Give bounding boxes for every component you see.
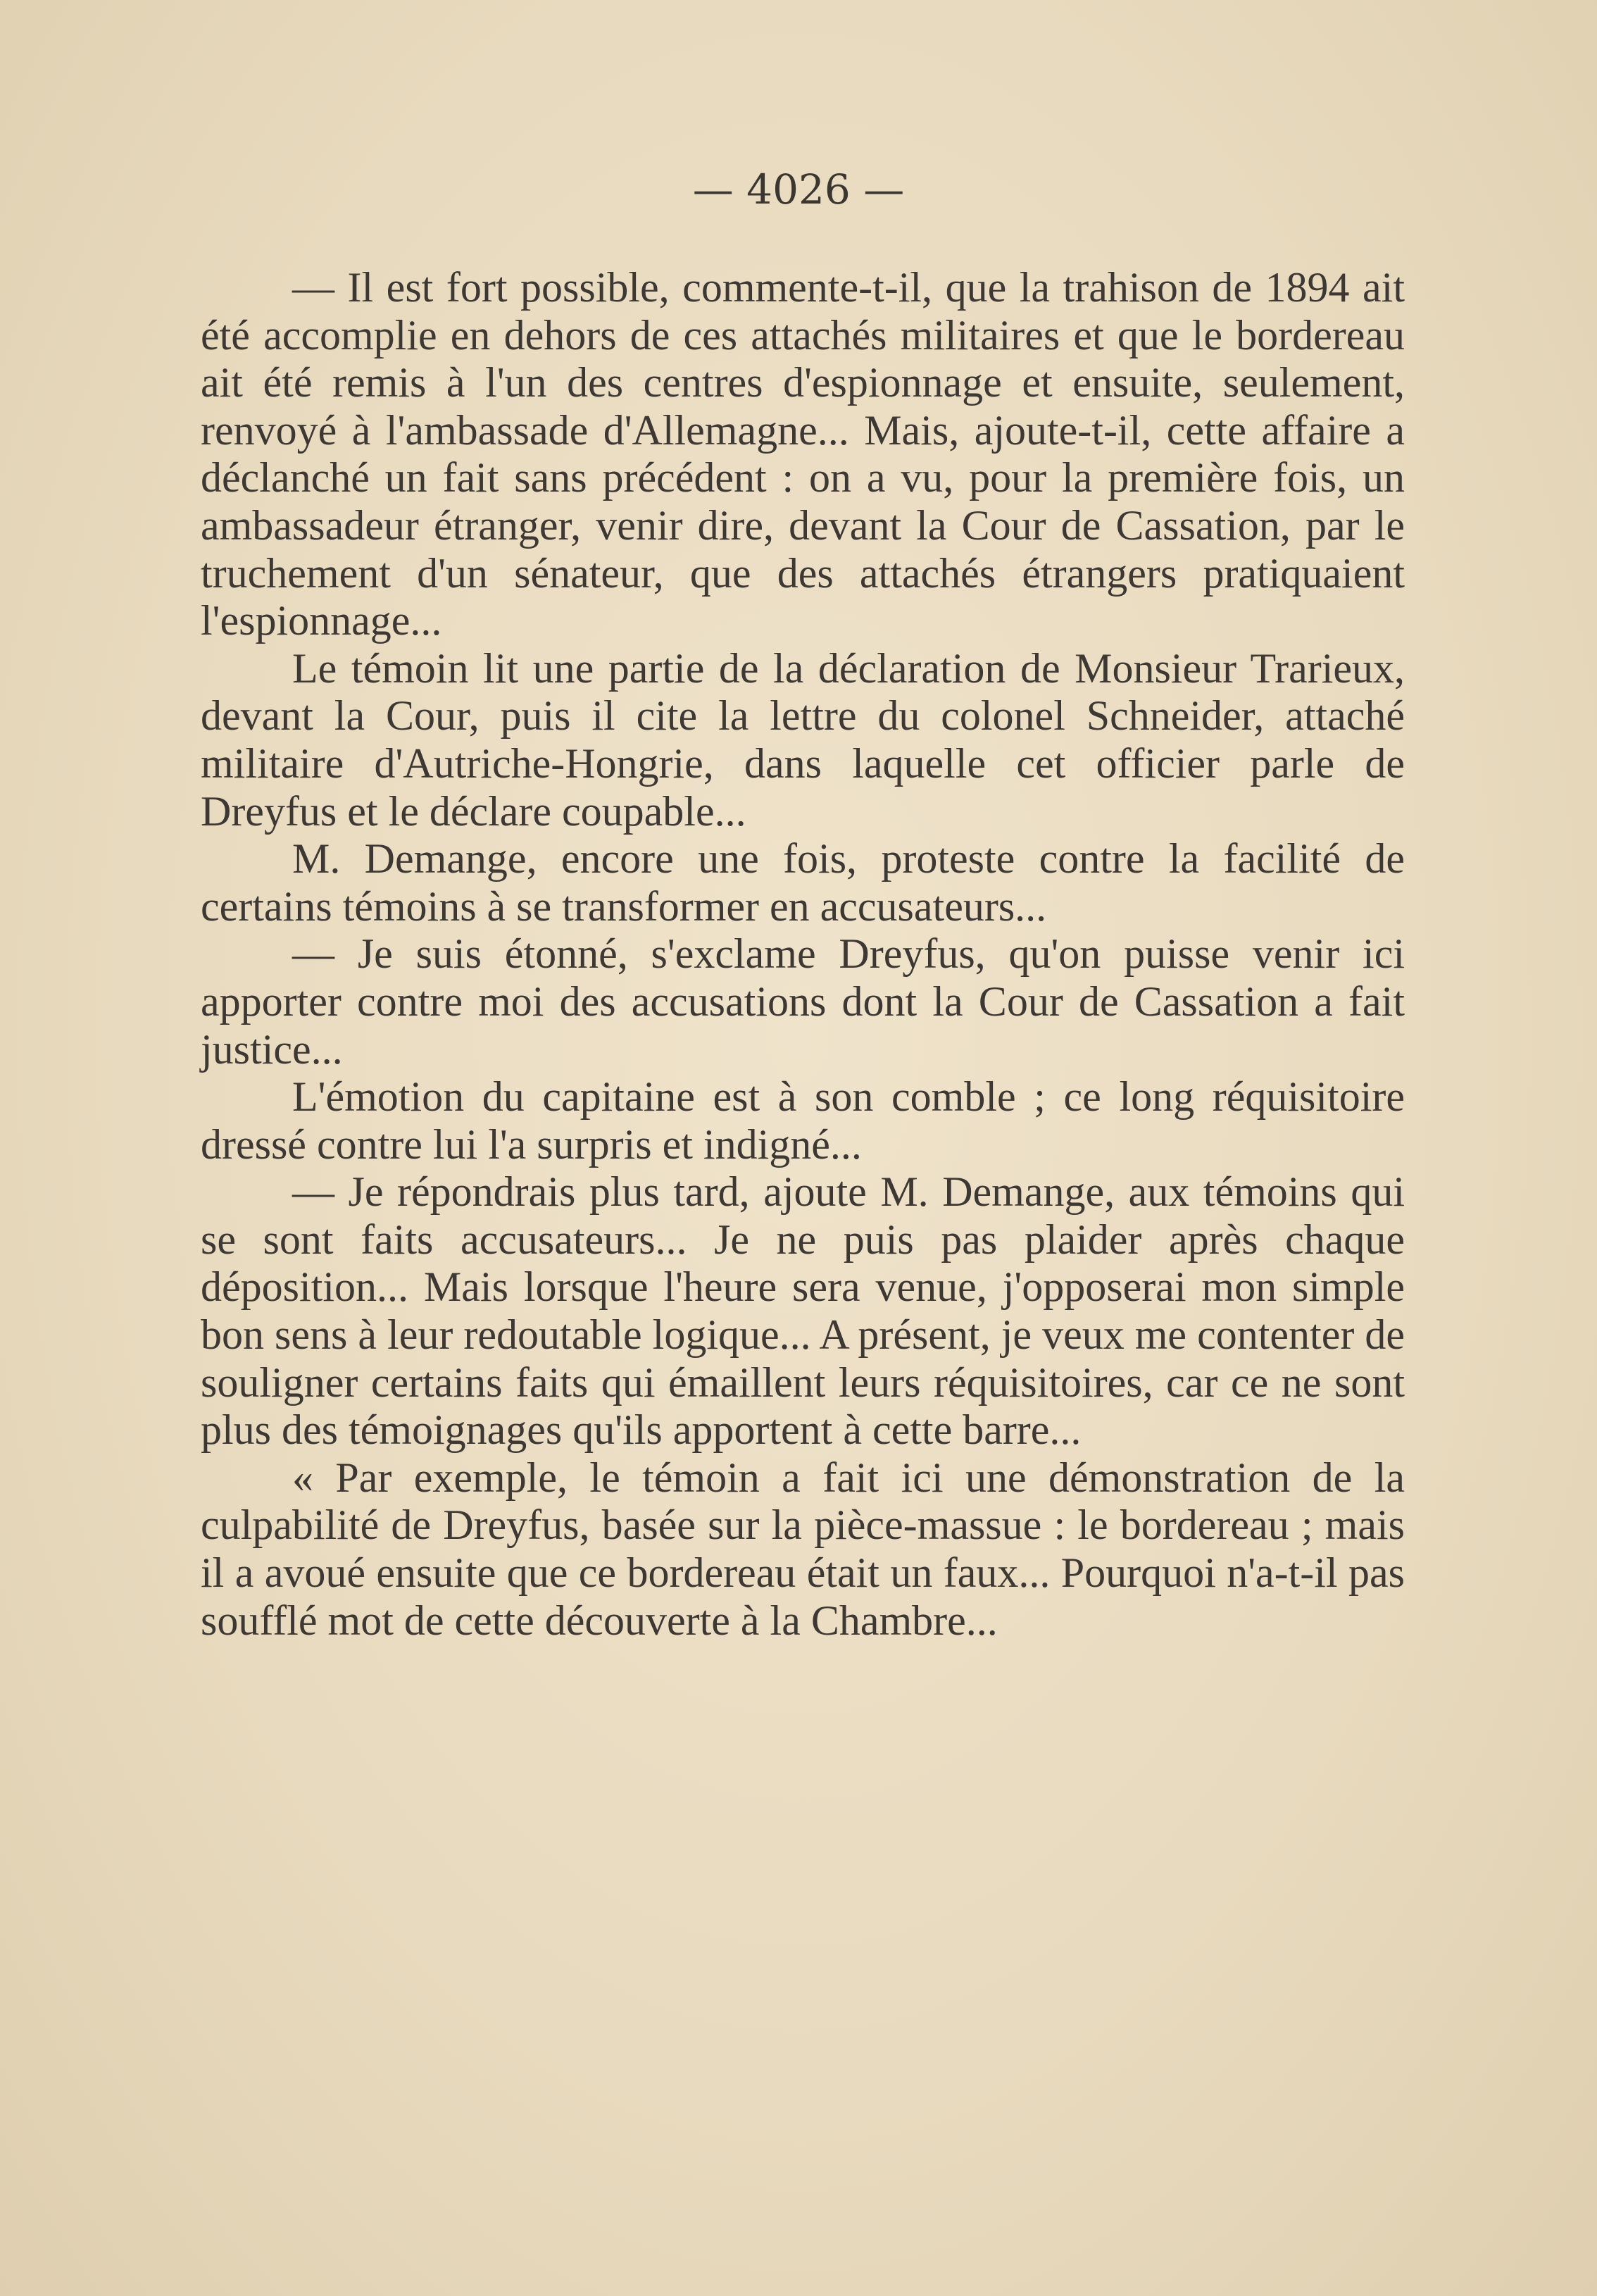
- paragraph: Le témoin lit une partie de la déclaration de Monsieur Trarieux, devant la Cour, puis il cite la lettre du colonel Schneider, attaché militaire d'Autriche-Hongrie, dans laquelle cet officier parle de Dreyfus et le déclare coupable...: [201, 644, 1405, 835]
- paragraph: — Je répondrais plus tard, ajoute M. Demange, aux témoins qui se sont faits accusateurs... Je ne puis pas plaider après chaque déposition... Mais lorsque l'heure sera venue, j'opposerai mon simple bon sens à leur redoutable logique... A présent, je veux me contenter de souligner certains faits qui émaillent leurs réquisitoires, car ce ne sont plus des témoignages qu'ils apportent à cette barre...: [201, 1168, 1405, 1454]
- paragraph: — Je suis étonné, s'exclame Dreyfus, qu'on puisse venir ici apporter contre moi des accusations dont la Cour de Cassation a fait justice...: [201, 930, 1405, 1073]
- body-text: [201, 264, 1405, 1645]
- paragraph: « Par exemple, le témoin a fait ici une démonstration de la culpabilité de Dreyfus, basée sur la pièce-massue : le bordereau ; mais il a avoué ensuite que ce bordereau était un faux... Pourquoi n'a-t-il pas soufflé mot de cette découverte à la Chambre...: [201, 1454, 1405, 1644]
- page-number: — 4026 —: [692, 166, 905, 213]
- paragraph: — Il est fort possible, commente-t-il, que la trahison de 1894 ait été accomplie en dehors de ces attachés militaires et que le bordereau ait été remis à l'un des centres d'espionnage et ensuite, seulement, renvoyé à l'ambassade d'Allemagne... Mais, ajoute-t-il, cette affaire a déclanché un fait sans précédent : on a vu, pour la première fois, un ambassadeur étranger, venir dire, devant la Cour de Cassation, par le truchement d'un sénateur, que des attachés étrangers pratiquaient l'espionnage...: [201, 264, 1405, 644]
- paragraph: M. Demange, encore une fois, proteste contre la facilité de certains témoins à se transformer en accusateurs...: [201, 835, 1405, 930]
- paragraph: L'émotion du capitaine est à son comble ; ce long réquisitoire dressé contre lui l'a surpris et indigné...: [201, 1073, 1405, 1168]
